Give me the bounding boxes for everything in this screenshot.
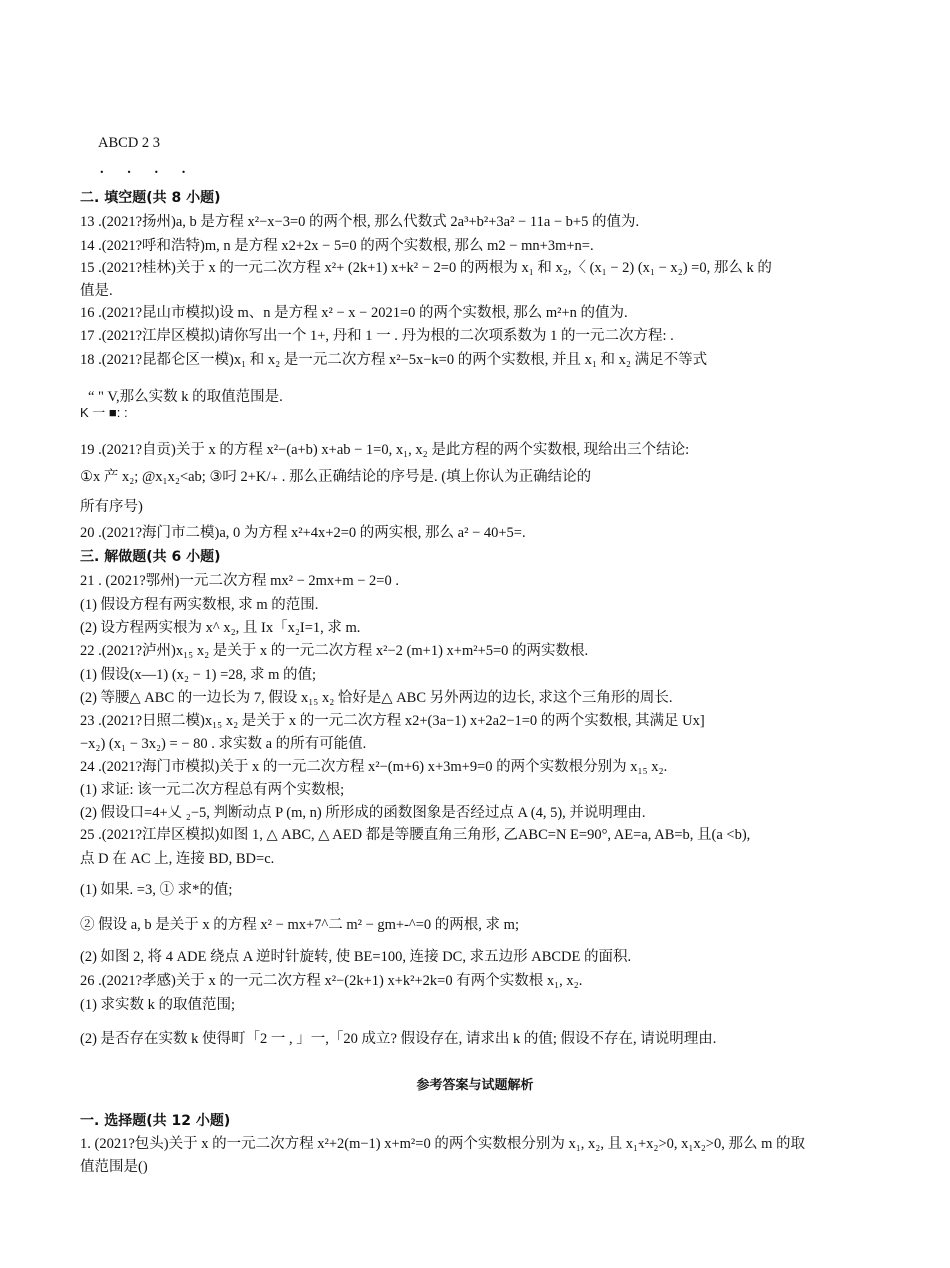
question-19: 19 .(2021?自贡)关于 x 的方程 x²−(a+b) x+ab − 1=0, x₁, x₂ 是此方程的两个实数根, 现给出三个结论:	[80, 442, 690, 458]
question-19-options: ①x 产 x₂; @x₁x₂<ab; ③叼 2+K/₊ . 那么正确结论的序号是. (填上你认为正确结论的	[80, 469, 592, 485]
question-13: 13 .(2021?扬州)a, b 是方程 x²−x−3=0 的两个根, 那么代数式 2a³+b²+3a² − 11a − b+5 的值为.	[80, 214, 640, 230]
answers-title: 参考答案与试题解析	[416, 1078, 534, 1093]
question-24: 24 .(2021?海门市模拟)关于 x 的一元二次方程 x²−(m+6) x+3m+9=0 的两个实数根分别为 x₁₅ x₂.	[80, 759, 668, 775]
question-16: 16 .(2021?昆山市模拟)设 m、n 是方程 x² − x − 2021=0 的两个实数根, 那么 m²+n 的值为.	[80, 305, 628, 321]
question-22-part2: (2) 等腰△ ABC 的一边长为 7, 假设 x₁₅ x₂ 恰好是△ ABC 另外两边的边长, 求这个三角形的周长.	[80, 690, 673, 706]
question-21-part1: (1) 假设方程有两实数根, 求 m 的范围.	[80, 597, 319, 613]
question-18-cont: “ " V,那么实数 k 的取值范围是.	[88, 389, 283, 405]
question-25-cont: 点 D 在 AC 上, 连接 BD, BD=c.	[80, 851, 275, 867]
question-26: 26 .(2021?孝感)关于 x 的一元二次方程 x²−(2k+1) x+k²+2k=0 有两个实数根 x₁, x₂.	[80, 973, 583, 989]
question-23-cont: −x₂) (x₁ − 3x₂) = − 80 . 求实数 a 的所有可能值.	[80, 736, 367, 752]
answer-options: ABCD 2 3	[98, 135, 161, 151]
answer-question-1: 1. (2021?包头)关于 x 的一元二次方程 x²+2(m−1) x+m²=0 的两个实数根分别为 x₁, x₂, 且 x₁+x₂>0, x₁x₂>0, 那么 m 的取	[80, 1136, 805, 1152]
question-25-part2: (2) 如图 2, 将 4 ADE 绕点 A 逆时针旋转, 使 BE=100, 连接 DC, 求五边形 ABCDE 的面积.	[80, 949, 632, 965]
section-heading-fill-blank: 二. 填空题(共 8 小题)	[80, 190, 221, 206]
question-15-cont: 值是.	[80, 283, 113, 299]
question-14: 14 .(2021?呼和浩特)m, n 是方程 x2+2x − 5=0 的两个实数根, 那么 m2 − mn+3m+n=.	[80, 238, 594, 254]
question-26-part1: (1) 求实数 k 的取值范围;	[80, 997, 236, 1013]
question-22: 22 .(2021?泸州)x₁₅ x₂ 是关于 x 的一元二次方程 x²−2 (m+1) x+m²+5=0 的两实数根.	[80, 643, 589, 659]
question-25-part1-sub2: ② 假设 a, b 是关于 x 的方程 x² − mx+7^二 m² − gm+-^=0 的两根, 求 m;	[80, 917, 519, 933]
question-26-part2: (2) 是否存在实数 k 使得町「2 一 , 」一,「20 成立? 假设存在, 请求出 k 的值; 假设不存在, 请说明理由.	[80, 1031, 717, 1047]
section-heading-solutions: 三. 解做题(共 6 小题)	[80, 549, 221, 565]
question-15: 15 .(2021?桂林)关于 x 的一元二次方程 x²+ (2k+1) x+k² − 2=0 的两根为 x₁ 和 x₂,〈 (x₁ − 2) (x₁ − x₂) =0, 那么 k 的	[80, 260, 772, 276]
question-25-part1: (1) 如果. =3, ① 求*的值;	[80, 882, 233, 898]
emphasis-dots: . . . .	[100, 161, 196, 177]
answer-question-1-cont: 值范围是()	[80, 1159, 148, 1175]
question-24-part2: (2) 假设口=4+乂 ₂−5, 判断动点 P (m, n) 所形成的函数图象是否经过点 A (4, 5), 并说明理由.	[80, 805, 646, 821]
question-18-formula: K 一 ■: :	[80, 405, 128, 420]
question-21: 21 . (2021?鄂州)一元二次方程 mx² − 2mx+m − 2=0 .	[80, 573, 399, 589]
question-22-part1: (1) 假设(x—1) (x₂ − 1) =28, 求 m 的值;	[80, 667, 317, 683]
section-heading-choice: 一. 选择题(共 12 小题)	[80, 1113, 231, 1129]
question-21-part2: (2) 设方程两实根为 x^ x₂, 且 Ix「x₂I=1, 求 m.	[80, 620, 361, 636]
question-23: 23 .(2021?日照二模)x₁₅ x₂ 是关于 x 的一元二次方程 x2+(3a−1) x+2a2−1=0 的两个实数根, 其满足 Ux]	[80, 713, 705, 729]
question-20: 20 .(2021?海门市二模)a, 0 为方程 x²+4x+2=0 的两实根, 那么 a² − 40+5=.	[80, 525, 526, 541]
question-17: 17 .(2021?江岸区模拟)请你写出一个 1+, 丹和 1 一 . 丹为根的二次项系数为 1 的一元二次方程: .	[80, 328, 674, 344]
question-19-cont: 所有序号)	[80, 499, 143, 515]
question-18: 18 .(2021?昆都仑区一模)x₁ 和 x₂ 是一元二次方程 x²−5x−k=0 的两个实数根, 并且 x₁ 和 x₂ 满足不等式	[80, 352, 708, 368]
question-24-part1: (1) 求证: 该一元二次方程总有两个实数根;	[80, 782, 345, 798]
question-25: 25 .(2021?江岸区模拟)如图 1, △ ABC, △ AED 都是等腰直角三角形, 乙ABC=N E=90°, AE=a, AB=b, 且(a <b),	[80, 827, 751, 843]
